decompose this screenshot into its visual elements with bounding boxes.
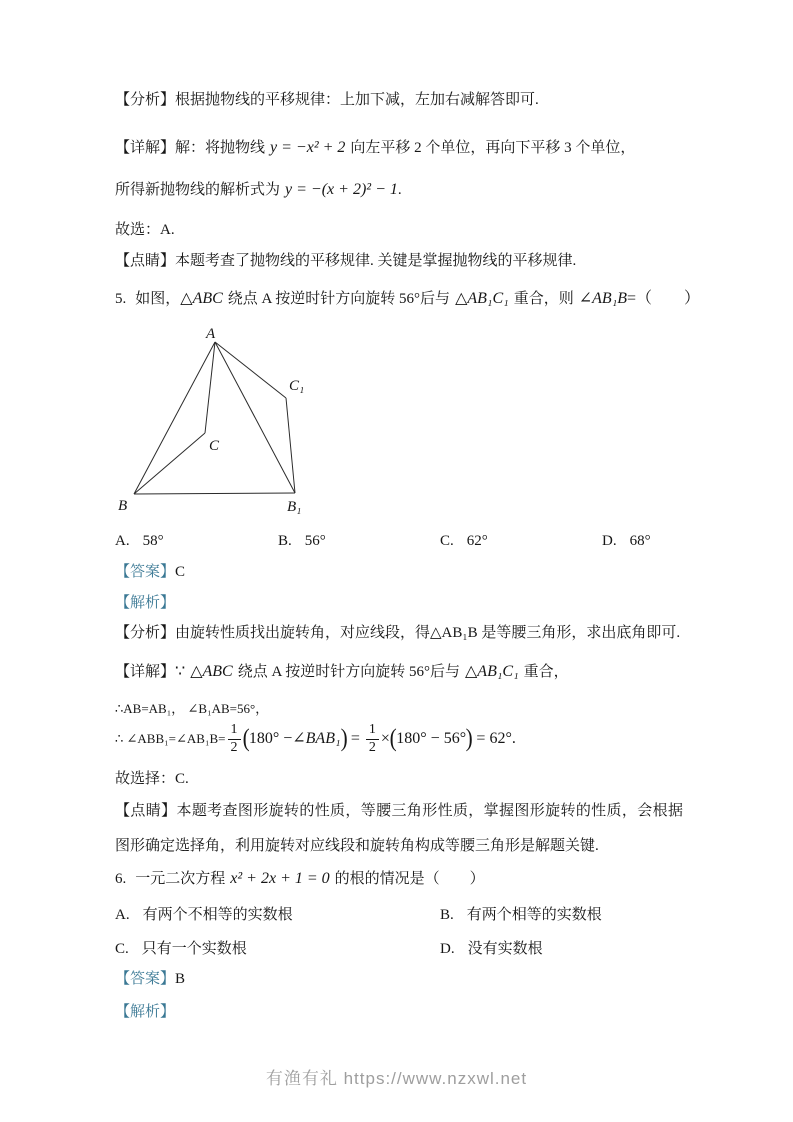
detail-pre: 解：将抛物线 xyxy=(175,140,266,156)
analysis-text: 根据抛物线的平移规律：上加下减，左加右减解答即可. xyxy=(175,92,539,108)
q5-stem-mid1: 绕点 A 按逆时针方向旋转 56°后与 xyxy=(227,291,451,307)
option-value: 有两个相等的实数根 xyxy=(466,907,602,923)
formula-new-parabola: y = −(x + 2)² − 1 xyxy=(285,181,398,198)
angle-result: = 62°. xyxy=(476,730,516,747)
edge-b-b1 xyxy=(134,493,295,494)
q6-option-c xyxy=(115,937,247,961)
answer-label: 【答案】 xyxy=(115,564,176,580)
edge-a-b xyxy=(134,342,215,494)
explain-label: 【解析】 xyxy=(115,1004,176,1020)
close-paren: ) xyxy=(340,725,348,752)
angle-body1: 180° − xyxy=(248,730,293,747)
detail-label: 【详解】 xyxy=(115,664,176,680)
analysis-text: 由旋转性质找出旋转角，对应线段，得△AB₁B 是等腰三角形，求出底角即可. xyxy=(175,625,681,641)
vertex-label-c: C xyxy=(209,438,220,454)
triangle-ab1c1: △AB₁C₁ xyxy=(465,663,519,680)
note-label: 【点睛】 xyxy=(115,803,177,819)
fraction-numerator: 1 xyxy=(368,722,376,738)
q6-stem-pre: 一元二次方程 xyxy=(135,871,226,887)
vertex-label-b: B xyxy=(118,498,128,514)
footer-watermark xyxy=(0,1064,793,1089)
option-value: 只有一个实数根 xyxy=(141,941,247,957)
q5-note-paragraph xyxy=(115,794,683,864)
result-post: . xyxy=(397,182,402,198)
option-letter: B. xyxy=(278,533,292,549)
q5-stem-end: =（ ） xyxy=(627,290,701,307)
vertex-label-c1: C₁ xyxy=(289,378,305,394)
q5-stem xyxy=(115,287,700,311)
triangle-rotation-diagram xyxy=(108,328,328,524)
option-letter: C. xyxy=(440,533,454,549)
q5-detail-end: 重合， xyxy=(523,664,569,680)
vertex-label-a: A xyxy=(206,328,216,342)
edge-b-c xyxy=(134,433,205,494)
q5-option-c xyxy=(440,529,488,553)
q5-detail-mid: 绕点 A 按逆时针方向旋转 56°后与 xyxy=(237,664,460,680)
note-label: 【点睛】 xyxy=(115,253,176,269)
triangle-abc: △ABC xyxy=(190,663,233,680)
answer-label: 【答案】 xyxy=(115,971,176,987)
pick-text: 故选：A. xyxy=(115,222,175,238)
option-value: 58° xyxy=(142,533,164,549)
option-value: 56° xyxy=(304,533,326,549)
fraction-denominator: 2 xyxy=(228,739,241,756)
analysis-label: 【分析】 xyxy=(115,625,176,641)
q6-number: 6. xyxy=(115,871,127,887)
option-letter: B. xyxy=(440,907,454,923)
triangle-ab1c1: △AB₁C₁ xyxy=(455,290,509,307)
option-letter: A. xyxy=(115,533,130,549)
answer-value: C xyxy=(175,564,186,580)
q4-detail-line xyxy=(115,136,635,160)
q5-pick-line xyxy=(115,767,189,791)
analysis-label: 【分析】 xyxy=(115,92,176,108)
q5-option-a xyxy=(115,529,164,553)
edge-a-c1 xyxy=(215,342,286,398)
equals-sign: = xyxy=(350,730,360,747)
option-letter: A. xyxy=(115,907,130,923)
triangle-abc: △ABC xyxy=(180,290,223,307)
segment-equality: ∴AB=AB₁， ∠B₁AB=56°， xyxy=(115,701,269,716)
pick-text: 故选择：C. xyxy=(115,771,189,787)
open-paren: ( xyxy=(242,725,250,752)
quadratic-formula: x² + 2x + 1 = 0 xyxy=(230,870,330,887)
explain-label: 【解析】 xyxy=(115,595,176,611)
option-letter: D. xyxy=(440,941,455,957)
footer-text: 有渔有礼 https://www.nzxwl.net xyxy=(265,1069,528,1088)
q5-option-d xyxy=(602,529,651,553)
option-value: 62° xyxy=(466,533,488,549)
fraction-one-half xyxy=(228,722,241,755)
angle-bab1: ∠BAB₁ xyxy=(292,730,341,747)
edge-a-b1 xyxy=(215,342,295,493)
angle-ab1b: ∠AB₁B xyxy=(578,290,628,307)
option-value: 有两个不相等的实数根 xyxy=(142,907,293,923)
q6-stem-post: 的根的情况是（ ） xyxy=(334,871,485,887)
option-value: 没有实数根 xyxy=(467,941,543,957)
q6-option-b xyxy=(440,903,602,927)
q5-stem-mid2: 重合，则 xyxy=(513,291,574,307)
q5-number: 5. xyxy=(115,291,127,307)
q6-stem xyxy=(115,867,485,891)
because-sign: ∵ xyxy=(175,663,186,680)
fraction-numerator: 1 xyxy=(230,722,238,738)
q5-analysis-line xyxy=(115,621,680,645)
q5-stem-pre: 如图， xyxy=(135,291,181,307)
option-letter: D. xyxy=(602,533,617,549)
formula-parabola: y = −x² + 2 xyxy=(270,139,346,156)
open-paren: ( xyxy=(389,725,397,752)
q4-note-line xyxy=(115,249,576,273)
fraction-one-half xyxy=(366,722,379,755)
answer-value: B xyxy=(175,971,186,987)
q4-pick-line xyxy=(115,218,175,242)
q6-option-d xyxy=(440,937,543,961)
q5-detail-line xyxy=(115,660,569,684)
result-pre: 所得新抛物线的解析式为 xyxy=(115,182,281,198)
diagram-edges xyxy=(134,342,295,494)
detail-label: 【详解】 xyxy=(115,140,176,156)
q5-explain-line xyxy=(115,591,175,615)
edge-a-c xyxy=(205,342,215,433)
close-paren: ) xyxy=(465,725,473,752)
times-sign: × xyxy=(380,730,390,747)
q5-angle-computation-line xyxy=(115,718,516,760)
q5-option-b xyxy=(278,529,326,553)
option-letter: C. xyxy=(115,941,129,957)
q6-answer-line xyxy=(115,967,185,991)
angle-equation-head: ∴ ∠ABB₁=∠AB₁B= xyxy=(115,731,226,746)
q4-result-line xyxy=(115,178,402,202)
angle-body2: 180° − 56° xyxy=(396,730,467,747)
q6-explain-line xyxy=(115,1000,175,1024)
q5-answer-line xyxy=(115,560,185,584)
note-text: 本题考查图形旋转的性质，等腰三角形性质，掌握图形旋转的性质，会根据图形确定选择角，利用旋转对应线段和旋转角构成等腰三角形是解题关键. xyxy=(115,803,683,854)
vertex-label-b1: B₁ xyxy=(287,499,302,515)
q6-option-a xyxy=(115,903,293,927)
q4-analysis-line xyxy=(115,88,539,112)
note-text: 本题考查了抛物线的平移规律. 关键是掌握抛物线的平移规律. xyxy=(175,253,577,269)
fraction-denominator: 2 xyxy=(366,739,379,756)
option-value: 68° xyxy=(629,533,651,549)
detail-post: 向左平移 2 个单位，再向下平移 3 个单位， xyxy=(350,140,636,156)
